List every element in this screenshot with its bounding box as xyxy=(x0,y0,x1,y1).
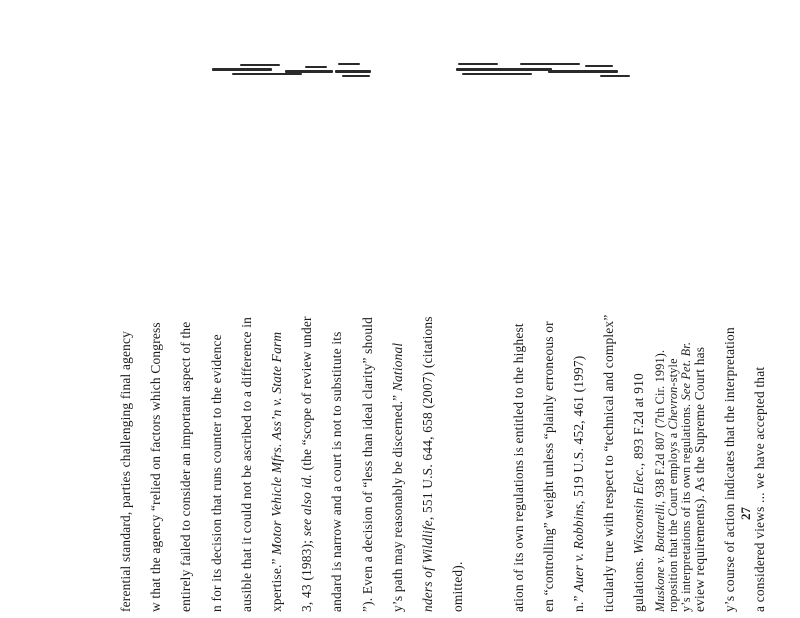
text-line: omitted). xyxy=(450,561,466,612)
text-line: ation of its own regulations is entitled to the highest xyxy=(510,323,526,612)
footnote-line: roposition that the Court employs a Chevron-style xyxy=(666,358,680,612)
text-line: nders of Wildlife, 551 U.S. 644, 658 (2007) (citations xyxy=(420,316,435,612)
text-line: entirely failed to consider an important aspect of the xyxy=(178,321,194,612)
text-line: a considered views ... we have accepted that xyxy=(752,366,768,612)
text-line: gulations. Wisconsin Elec., 893 F.2d at 910 xyxy=(631,373,647,612)
text-line: y’s path may reasonably be discerned.” National xyxy=(389,342,405,612)
text-line: en “controlling” weight unless “plainly erroneous or xyxy=(540,321,556,612)
text-line: 3, 43 (1983); see also id. (the “scope of review under xyxy=(299,316,315,612)
text-line: andard is narrow and a court is not to substitute its xyxy=(329,331,345,612)
text-line: ausible that it could not be ascribed to a difference in xyxy=(238,316,254,612)
page-number: 27 xyxy=(738,507,753,520)
text-line: n for its decision that runs counter to the evidence xyxy=(208,334,224,612)
text-line: ticularly true with respect to “technical and complex” xyxy=(601,314,617,612)
footnote-line: Muskone v. Bottarelli, 938 F.2d 807 (7th Cir. 1991). xyxy=(653,349,667,612)
text-line: w that the agency “relied on factors which Congress xyxy=(148,322,164,612)
text-line: ferential standard, parties challenging final agency xyxy=(118,330,133,612)
text-line: y’s course of action indicates that the interpretation xyxy=(722,327,737,612)
text-line: n.” Auer v. Robbins, 519 U.S. 452, 461 (1997) xyxy=(571,355,586,612)
text-line: ”). Even a decision of “less than ideal clarity” should xyxy=(359,316,375,612)
footnote-line: y’s interpretations of its own regulations. See Pet. Br. xyxy=(679,341,693,612)
text-line: xpertise.” Motor Vehicle Mfrs. Ass’n v. State Farm xyxy=(269,331,284,612)
text-line: eview requirements). As the Supreme Court has xyxy=(691,346,707,612)
